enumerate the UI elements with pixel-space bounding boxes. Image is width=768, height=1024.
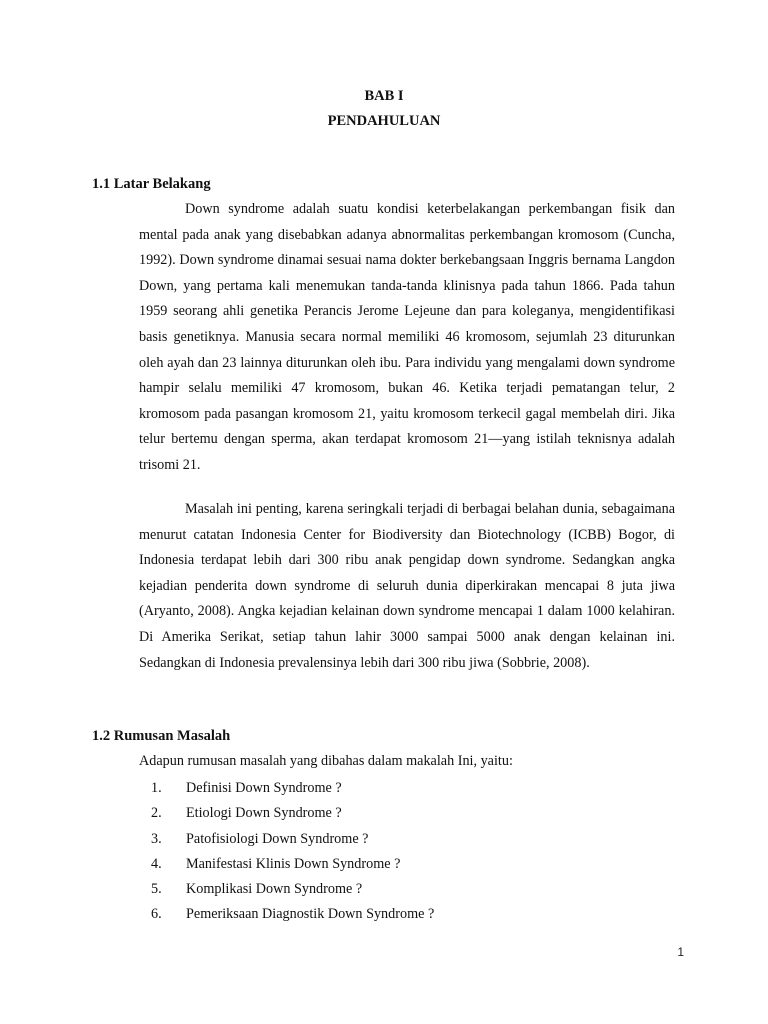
section-heading-latar-belakang: 1.1 Latar Belakang [92, 176, 211, 192]
list-item [139, 827, 434, 852]
list-item-text: Manifestasi Klinis Down Syndrome ? [186, 855, 401, 872]
list-item-number: 2. [151, 805, 162, 822]
list-intro: Adapun rumusan masalah yang dibahas dalam makalah Ini, yaitu: [139, 753, 513, 769]
page-number: 1 [677, 945, 684, 959]
list-item-number: 1. [151, 780, 162, 796]
list-item-number: 4. [151, 855, 162, 872]
chapter-number: BAB I [364, 88, 404, 104]
paragraph-1: Down syndrome adalah suatu kondisi keterbelakangan perkembangan fisik dan mental pada anak yang disebabkan adanya abnormalitas perkembangan kromosom (Cuncha, 1992). Down syndrome dinamai sesuai nama dokter berkebangsaan Inggris bernama Langdon Down, yang pertama kali menemukan tanda-tanda klinisnya pada tahun 1866. Pada tahun 1959 seorang ahli genetika Perancis Jerome Lejeune dan para koleganya, mengidentifikasi basis genetiknya. Manusia secara normal memiliki 46 kromosom, sejumlah 23 diturunkan oleh ayah dan 23 lainnya diturunkan oleh ibu. Para individu yang mengalami down syndrome hampir selalu memiliki 47 kromosom, bukan 46. Ketika terjadi pematangan telur, 2 kromosom pada pasangan kromosom 21, yaitu kromosom terkecil gagal membelah diri. Jika telur bertemu dengan sperma, akan terdapat kromosom 21—yang istilah teknisnya adalah trisomi 21. [139, 201, 675, 473]
problem-list [139, 776, 434, 928]
paragraph-2: Masalah ini penting, karena seringkali terjadi di berbagai belahan dunia, sebagaimana menurut catatan Indonesia Center for Biodiversity dan Biotechnology (ICBB) Bogor, di Indonesia terdapat lebih dari 300 ribu anak pengidap down syndrome. Sedangkan angka kejadian penderita down syndrome di seluruh dunia diperkirakan mencapai 8 juta jiwa (Aryanto, 2008). Angka kejadian kelainan down syndrome mencapai 1 dalam 1000 kelahiran. Di Amerika Serikat, setiap tahun lahir 3000 sampai 5000 anak dengan kelainan ini. Sedangkan di Indonesia prevalensinya lebih dari 300 ribu jiwa (Sobbrie, 2008). [139, 501, 675, 671]
list-item-text: Pemeriksaan Diagnostik Down Syndrome ? [186, 906, 435, 923]
list-item-number: 5. [151, 881, 162, 898]
list-item [139, 852, 434, 877]
list-item-text: Definisi Down Syndrome ? [186, 780, 342, 796]
list-item [139, 776, 434, 801]
list-item-text: Etiologi Down Syndrome ? [186, 805, 342, 822]
list-item-number: 6. [151, 906, 162, 923]
chapter-title: PENDAHULUAN [327, 113, 441, 129]
list-item-number: 3. [151, 830, 162, 847]
list-item [139, 801, 434, 826]
list-item [139, 877, 434, 902]
section-heading-rumusan-masalah: 1.2 Rumusan Masalah [92, 728, 231, 744]
list-item-text: Komplikasi Down Syndrome ? [186, 881, 363, 898]
list-item-text: Patofisiologi Down Syndrome ? [186, 830, 369, 847]
list-item [139, 902, 434, 927]
